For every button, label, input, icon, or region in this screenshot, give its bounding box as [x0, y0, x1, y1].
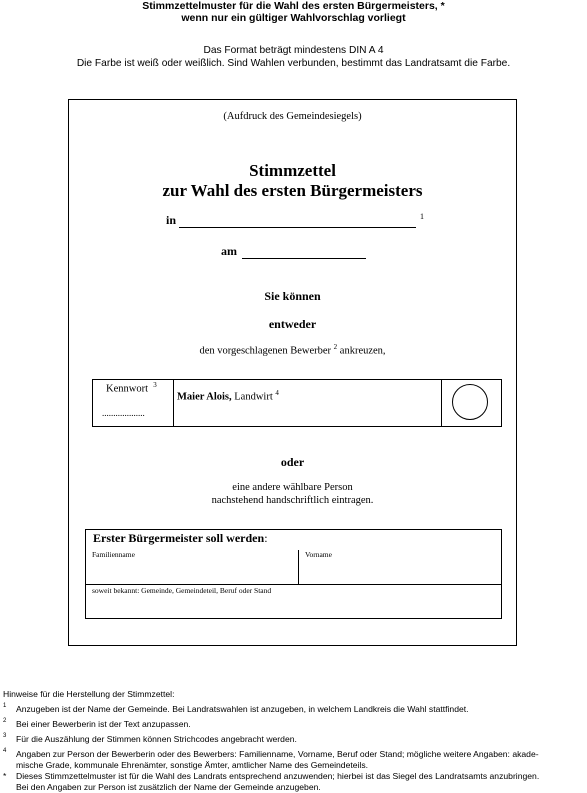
vote-circle[interactable]: [452, 384, 488, 420]
note-text-star-line-2: Bei den Angaben zur Person ist zusätzlich der Name der Gemeinde anzugeben.: [16, 782, 321, 792]
ballot-sample: [68, 99, 517, 646]
format-line-2: Die Farbe ist weiß oder weißlich. Sind Wahlen verbunden, bestimmt das Landratsamt die Farbe.: [76, 58, 511, 69]
in-label: in: [166, 213, 177, 227]
note-text-4: [16, 749, 586, 771]
vorgeschlagen-text: [69, 343, 516, 357]
andere-line-1: eine andere wählbare Person: [232, 482, 353, 493]
municipality-line: [179, 227, 416, 228]
note-mark-star: *: [3, 771, 7, 781]
note-mark-4: 4: [3, 748, 7, 754]
ballot-title-line-2: zur Wahl des ersten Bürgermeisters: [162, 181, 423, 200]
am-label: am: [221, 244, 237, 258]
soweit-bekannt-field[interactable]: soweit bekannt: Gemeinde, Gemeindeteil, Beruf oder Stand: [92, 586, 272, 595]
kennwort-dots: ...................: [102, 408, 145, 418]
notes-heading: Hinweise für die Herstellung der Stimmzettel:: [3, 689, 175, 699]
format-line-1: Das Format beträgt mindestens DIN A 4: [203, 45, 384, 56]
footnote-ref-4: 4: [275, 389, 279, 397]
footnote-ref-2: 2: [333, 343, 338, 351]
oder-text: oder: [280, 455, 305, 469]
candidate-occupation: Landwirt: [231, 391, 273, 403]
field-divider: [298, 550, 299, 584]
kennwort-cell: [93, 380, 174, 426]
sie-koennen-text: Sie können: [264, 289, 321, 303]
vorgeschlagen-main: den vorgeschlagenen Bewerber: [199, 345, 332, 357]
note-mark-3: 3: [3, 733, 7, 739]
note-text-star: [16, 771, 586, 793]
kennwort-label: [106, 381, 157, 395]
ballot-title: [69, 161, 516, 201]
familienname-field[interactable]: Familienname: [92, 550, 135, 559]
vorgeschlagen-suffix: ankreuzen,: [337, 345, 386, 357]
note-mark-1: 1: [3, 703, 7, 709]
note-text-4-line-2: mische Grade, kommunale Ehrenämter, sonstige Ämter, amtlicher Name des Gemeindeteils.: [16, 760, 369, 770]
note-text-2: Bei einer Bewerberin ist der Text anzupassen.: [16, 719, 191, 729]
entweder-text: entweder: [268, 317, 317, 331]
document-title: [0, 0, 587, 24]
write-in-header-colon: :: [264, 531, 268, 545]
candidate-entry: [177, 389, 279, 403]
write-in-header-bold: Erster Bürgermeister soll werden: [93, 531, 265, 545]
format-note: [0, 44, 587, 70]
andere-person-text: [69, 481, 516, 507]
date-line: [242, 258, 366, 259]
note-text-3: Für die Auszählung der Stimmen können Strichcodes angebracht werden.: [16, 734, 297, 744]
footnote-ref-3: 3: [153, 381, 157, 389]
kennwort-text: Kennwort: [106, 383, 148, 395]
title-line-1: Stimmzettelmuster für die Wahl des ersten Bürgermeisters, *: [142, 0, 445, 12]
candidate-row: [92, 379, 502, 427]
note-text-star-line-1: Dieses Stimmzettelmuster ist für die Wahl des Landrats entsprechend anzuwenden; hierbei ist das Siegel des Landratsamts anzubringen.: [16, 771, 540, 781]
title-line-2: wenn nur ein gültiger Wahlvorschlag vorliegt: [181, 12, 406, 24]
checkbox-cell: [441, 380, 501, 426]
row-divider: [86, 584, 501, 585]
andere-line-2: nachstehend handschriftlich eintragen.: [211, 495, 374, 506]
write-in-header: [93, 531, 268, 546]
write-in-box: [85, 529, 502, 619]
note-text-4-line-1: Angaben zur Person der Bewerberin oder des Bewerbers: Familienname, Vorname, Beruf oder Stand; mögliche weitere Angaben: akade-: [16, 749, 539, 759]
note-text-1: Anzugeben ist der Name der Gemeinde. Bei Landratswahlen ist anzugeben, in welchem Landkreis die Wahl stattfindet.: [16, 704, 469, 714]
seal-placeholder: (Aufdruck des Gemeindesiegels): [223, 111, 362, 122]
candidate-name: Maier Alois,: [177, 391, 232, 403]
ballot-title-line-1: Stimmzettel: [249, 161, 336, 180]
footnote-ref-1: 1: [420, 212, 424, 221]
note-mark-2: 2: [3, 718, 7, 724]
vorname-field[interactable]: Vorname: [305, 550, 332, 559]
